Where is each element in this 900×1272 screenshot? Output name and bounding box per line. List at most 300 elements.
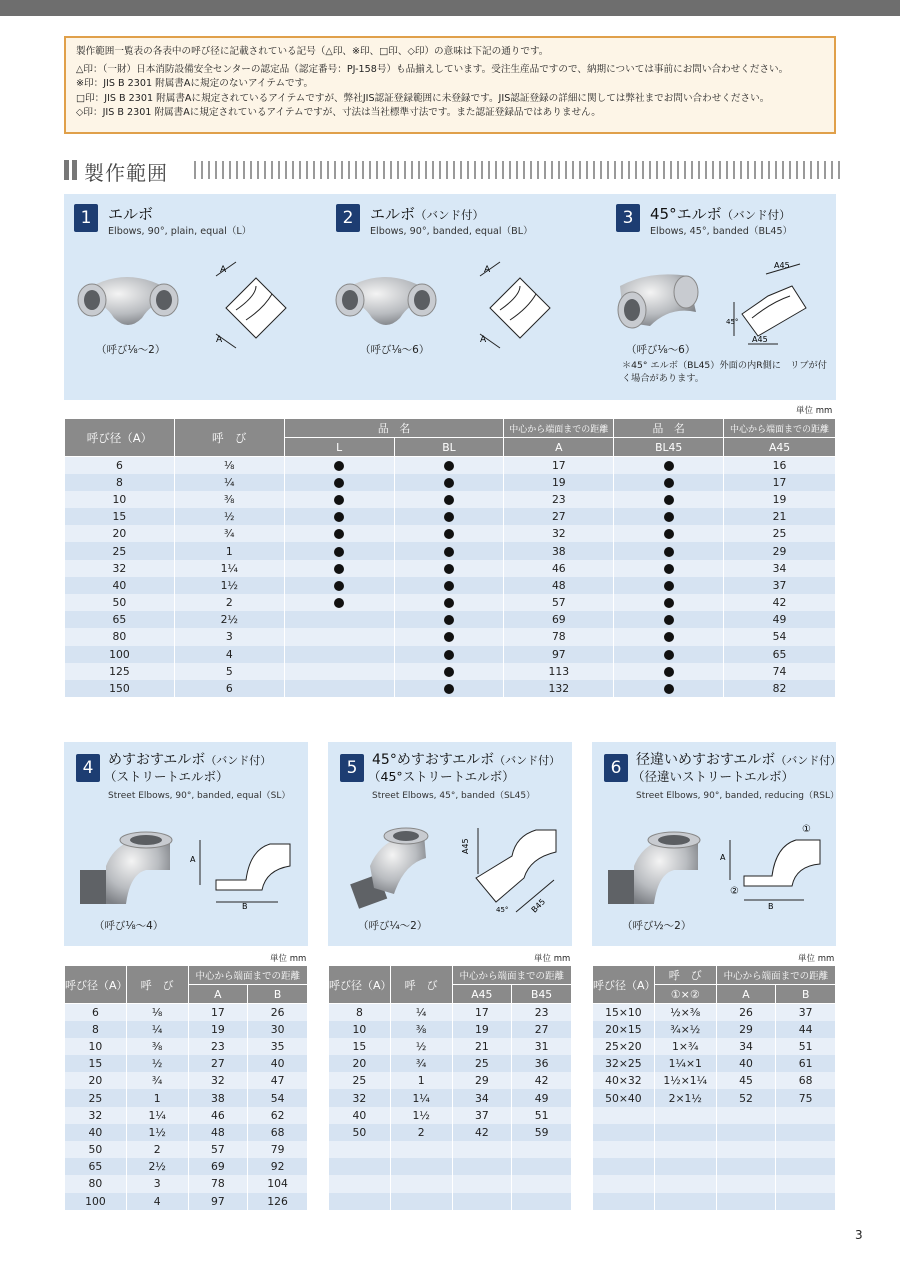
note-line: □印：JIS B 2301 附属書Aに規定されているアイテムですが、弊社JIS認証登録範囲に未登録です。JIS認証登録の詳細に関しては弊社までお問い合わせください。 <box>76 92 770 104</box>
availability-cell <box>284 542 394 559</box>
table-cell: 19 <box>188 1021 248 1038</box>
table-cell: 78 <box>188 1175 248 1192</box>
table-cell: 16 <box>724 457 836 474</box>
availability-cell <box>614 680 724 697</box>
header-nominal: 呼 び <box>126 966 188 1004</box>
table-cell: 49 <box>512 1089 572 1106</box>
street-elbow-45-drawing <box>456 822 568 916</box>
table-cell: 125 <box>65 663 175 680</box>
angle-label: 45° <box>726 318 739 326</box>
table-cell: 2×1½ <box>654 1089 716 1106</box>
table-row <box>65 560 836 577</box>
table-row <box>593 1175 836 1192</box>
table-cell: 61 <box>776 1055 836 1072</box>
table-cell: 42 <box>724 594 836 611</box>
table-cell: 25 <box>329 1072 391 1089</box>
table-row <box>65 1055 308 1072</box>
table-cell: 32 <box>504 525 614 542</box>
table-row <box>65 1004 308 1021</box>
table-cell: ¼ <box>390 1004 452 1021</box>
table-cell: 1¼ <box>174 560 284 577</box>
available-dot-icon <box>664 564 674 574</box>
table-cell: 1½ <box>390 1107 452 1124</box>
table-cell: ⅜ <box>390 1021 452 1038</box>
table-cell <box>593 1175 655 1192</box>
table-cell <box>776 1175 836 1192</box>
table-cell: 20 <box>65 1072 127 1089</box>
table-cell: 47 <box>248 1072 308 1089</box>
table-cell <box>390 1141 452 1158</box>
available-dot-icon <box>444 684 454 694</box>
table-cell: 57 <box>504 594 614 611</box>
angle-label: 45° <box>496 906 509 914</box>
table-cell: 8 <box>65 474 175 491</box>
product-name-suffix: （バンド付） <box>415 208 485 222</box>
availability-cell <box>284 491 394 508</box>
table-cell: 44 <box>776 1021 836 1038</box>
table-cell: 50×40 <box>593 1089 655 1106</box>
table-cell: 29 <box>724 542 836 559</box>
availability-cell <box>614 491 724 508</box>
header-dia: 呼び径（A） <box>593 966 655 1004</box>
table-cell: 6 <box>174 680 284 697</box>
available-dot-icon <box>444 547 454 557</box>
header-b45: B45 <box>512 985 572 1004</box>
note-line: 製作範囲一覧表の各表中の呼び径に記載されている記号（△印、※印、□印、◇印）の意味は下記の通りです。 <box>76 46 549 57</box>
table-cell: 15×10 <box>593 1004 655 1021</box>
table-cell <box>593 1124 655 1141</box>
table-cell: 50 <box>65 1141 127 1158</box>
product-number: 4 <box>76 754 100 782</box>
dim-b: B <box>768 902 774 911</box>
table-cell: 1 <box>174 542 284 559</box>
table-cell <box>593 1107 655 1124</box>
table-cell: ¾ <box>390 1055 452 1072</box>
table-cell: 27 <box>504 508 614 525</box>
available-dot-icon <box>664 632 674 642</box>
table-cell: 40 <box>329 1107 391 1124</box>
table-cell: 31 <box>512 1038 572 1055</box>
table-cell: 54 <box>248 1089 308 1106</box>
available-dot-icon <box>664 684 674 694</box>
available-dot-icon <box>664 461 674 471</box>
table-cell: 8 <box>65 1021 127 1038</box>
product-name <box>370 203 484 224</box>
table-cell: ¼ <box>126 1021 188 1038</box>
elbow-drawing <box>206 258 304 352</box>
table-cell: 49 <box>724 611 836 628</box>
product-english-name: Street Elbows, 90°, banded, reducing（RSL） <box>636 791 839 801</box>
table-cell: 126 <box>248 1193 308 1210</box>
availability-cell <box>394 491 504 508</box>
table-cell: 97 <box>504 646 614 663</box>
header-b: B <box>248 985 308 1004</box>
table-cell <box>329 1141 391 1158</box>
table-row <box>329 1038 572 1055</box>
table-cell: 40 <box>65 577 175 594</box>
table-row <box>593 1141 836 1158</box>
table-cell <box>329 1193 391 1210</box>
available-dot-icon <box>444 667 454 677</box>
table-cell: 19 <box>504 474 614 491</box>
table-cell: 68 <box>776 1072 836 1089</box>
available-dot-icon <box>444 615 454 625</box>
table-cell: 69 <box>504 611 614 628</box>
table-cell: 37 <box>452 1107 512 1124</box>
table-row <box>593 1004 836 1021</box>
table-cell <box>776 1124 836 1141</box>
table-cell: 65 <box>65 611 175 628</box>
section-title: 製作範囲 <box>84 161 168 185</box>
reducing-street-elbow-photo <box>604 830 704 910</box>
table-cell: 2 <box>390 1124 452 1141</box>
available-dot-icon <box>664 650 674 660</box>
table-cell: 17 <box>724 474 836 491</box>
product-size-range: （呼び¼～2） <box>358 920 428 932</box>
banded-elbow-photo <box>334 266 438 336</box>
table-row <box>593 1055 836 1072</box>
dim-a45: A45 <box>461 838 470 854</box>
header-l: L <box>284 438 394 457</box>
dim-a-top: A <box>484 265 491 275</box>
table-row <box>65 525 836 542</box>
table-cell: 17 <box>452 1004 512 1021</box>
product-name-main: 45°エルボ <box>650 205 722 223</box>
table-cell <box>654 1175 716 1192</box>
table-cell: 80 <box>65 628 175 645</box>
availability-cell <box>614 508 724 525</box>
product-size-range: （呼び⅛～2） <box>96 344 166 356</box>
available-dot-icon <box>444 478 454 488</box>
available-dot-icon <box>444 598 454 608</box>
header-nominal: 呼 び <box>654 966 716 985</box>
product-number: 2 <box>336 204 360 232</box>
table-cell: ½×⅜ <box>654 1004 716 1021</box>
table-cell: 51 <box>776 1038 836 1055</box>
dim-a: A <box>720 853 726 862</box>
section-header <box>64 157 840 183</box>
available-dot-icon <box>444 461 454 471</box>
available-dot-icon <box>334 564 344 574</box>
availability-cell <box>394 611 504 628</box>
table-cell: 38 <box>188 1089 248 1106</box>
table-cell <box>512 1193 572 1210</box>
unit-label: 単位 mm <box>270 954 307 964</box>
table-cell: ⅛ <box>174 457 284 474</box>
product-alt-name: （径違いストリートエルボ） <box>632 769 795 784</box>
table-cell: 32 <box>329 1089 391 1106</box>
table-cell: 69 <box>188 1158 248 1175</box>
table-cell: 1¼×1 <box>654 1055 716 1072</box>
table-cell <box>512 1158 572 1175</box>
product-name: エルボ <box>108 205 154 223</box>
note-line: △印：（一財）日本消防設備安全センターの認定品（認定番号：PJ-158号）も品揃えしています。受注生産品ですので、納期については事前にお問い合わせください。 <box>76 64 789 76</box>
table-cell: 20 <box>65 525 175 542</box>
unit-label: 単位 mm <box>534 954 571 964</box>
callout-1: ① <box>802 824 811 835</box>
table-cell: 26 <box>248 1004 308 1021</box>
availability-cell <box>394 646 504 663</box>
table-cell: ½ <box>126 1055 188 1072</box>
table-cell: 40 <box>65 1124 127 1141</box>
product-name-main: めすおすエルボ <box>108 752 206 768</box>
table-cell <box>776 1107 836 1124</box>
table-cell: 1×¾ <box>654 1038 716 1055</box>
table-cell: 21 <box>724 508 836 525</box>
header-distance: 中心から端面までの距離 <box>504 419 614 438</box>
table-row <box>65 1021 308 1038</box>
product-name-suffix: （バンド付） <box>205 754 272 767</box>
header-a: A <box>504 438 614 457</box>
table-cell: 10 <box>65 491 175 508</box>
product-english-name: Street Elbows, 90°, banded, equal（SL） <box>108 791 291 801</box>
table-cell: 40 <box>248 1055 308 1072</box>
table-cell: 36 <box>512 1055 572 1072</box>
table-cell: 46 <box>188 1107 248 1124</box>
table-row <box>65 1158 308 1175</box>
availability-cell <box>394 457 504 474</box>
table-cell: 32 <box>65 1107 127 1124</box>
table-row <box>329 1107 572 1124</box>
availability-cell <box>394 560 504 577</box>
available-dot-icon <box>334 547 344 557</box>
table-cell: 1½ <box>174 577 284 594</box>
street-elbow-table <box>64 965 308 1210</box>
product-name-main: 径違いめすおすエルボ <box>636 752 776 768</box>
available-dot-icon <box>334 478 344 488</box>
table-cell: 68 <box>248 1124 308 1141</box>
table-row <box>329 1175 572 1192</box>
banded-elbow-drawing <box>470 258 568 352</box>
availability-cell <box>614 542 724 559</box>
available-dot-icon <box>664 667 674 677</box>
table-cell: 48 <box>504 577 614 594</box>
table-cell: 27 <box>188 1055 248 1072</box>
table-cell: 6 <box>65 457 175 474</box>
table-cell <box>654 1158 716 1175</box>
table-cell <box>452 1175 512 1192</box>
availability-cell <box>614 525 724 542</box>
table-row <box>65 1193 308 1210</box>
table-cell <box>716 1158 776 1175</box>
table-cell: 34 <box>724 560 836 577</box>
product-english-name: Street Elbows, 45°, banded（SL45） <box>372 791 536 801</box>
header-dia: 呼び径（A） <box>329 966 391 1004</box>
table-cell: 26 <box>716 1004 776 1021</box>
table-cell: ¾ <box>126 1072 188 1089</box>
available-dot-icon <box>664 615 674 625</box>
table-cell: 40×32 <box>593 1072 655 1089</box>
product-name <box>650 203 791 224</box>
table-row <box>329 1055 572 1072</box>
table-row <box>593 1193 836 1210</box>
table-cell: 17 <box>504 457 614 474</box>
dim-a-bottom: A <box>480 335 487 345</box>
product-size-range: （呼び⅛～6） <box>626 344 696 356</box>
table-cell: 19 <box>452 1021 512 1038</box>
product-name-main: エルボ <box>370 205 416 223</box>
table-cell: ¾ <box>174 525 284 542</box>
table-row <box>65 1072 308 1089</box>
table-cell: 62 <box>248 1107 308 1124</box>
table-row <box>65 663 836 680</box>
street-elbow-45-photo <box>350 822 430 912</box>
availability-cell <box>284 680 394 697</box>
available-dot-icon <box>334 495 344 505</box>
table-cell: 25 <box>724 525 836 542</box>
table-row <box>65 491 836 508</box>
product-name <box>636 749 841 769</box>
table-row <box>65 1175 308 1192</box>
table-cell: 29 <box>452 1072 512 1089</box>
table-cell: 25 <box>65 1089 127 1106</box>
table-cell: 57 <box>188 1141 248 1158</box>
table-cell: 37 <box>776 1004 836 1021</box>
availability-cell <box>284 525 394 542</box>
table-cell: 100 <box>65 1193 127 1210</box>
table-cell: 32 <box>65 560 175 577</box>
availability-cell <box>284 594 394 611</box>
dim-a45-top: A45 <box>774 261 790 270</box>
available-dot-icon <box>444 512 454 522</box>
table-cell: 100 <box>65 646 175 663</box>
elbow-photo <box>76 266 180 336</box>
available-dot-icon <box>664 581 674 591</box>
availability-cell <box>284 577 394 594</box>
product-number: 6 <box>604 754 628 782</box>
table-cell <box>452 1193 512 1210</box>
table-row <box>65 474 836 491</box>
callout-2: ② <box>730 886 739 897</box>
header-a45: A45 <box>724 438 836 457</box>
top-bar <box>0 0 900 16</box>
availability-cell <box>614 560 724 577</box>
table-row <box>329 1124 572 1141</box>
table-cell: 51 <box>512 1107 572 1124</box>
available-dot-icon <box>334 581 344 591</box>
table-cell: 27 <box>512 1021 572 1038</box>
table-cell: 97 <box>188 1193 248 1210</box>
table-cell: ⅛ <box>126 1004 188 1021</box>
table-cell <box>716 1124 776 1141</box>
table-cell: 52 <box>716 1089 776 1106</box>
table-cell <box>716 1193 776 1210</box>
product-number: 5 <box>340 754 364 782</box>
street-elbow-drawing <box>186 830 298 910</box>
table-cell: 6 <box>65 1004 127 1021</box>
table-cell: 34 <box>716 1038 776 1055</box>
table-cell: 2½ <box>126 1158 188 1175</box>
available-dot-icon <box>664 512 674 522</box>
table-cell: 10 <box>329 1021 391 1038</box>
table-row <box>65 508 836 525</box>
available-dot-icon <box>444 495 454 505</box>
available-dot-icon <box>444 564 454 574</box>
table-cell: 2 <box>126 1141 188 1158</box>
table-cell: 23 <box>188 1038 248 1055</box>
table-cell: 37 <box>724 577 836 594</box>
table-cell: ½ <box>390 1038 452 1055</box>
table-row <box>329 1021 572 1038</box>
header-a: A <box>188 985 248 1004</box>
table-cell: 20×15 <box>593 1021 655 1038</box>
table-cell: 50 <box>65 594 175 611</box>
table-cell <box>452 1141 512 1158</box>
table-cell: 8 <box>329 1004 391 1021</box>
product-size-range: （呼び⅛～6） <box>360 344 430 356</box>
legend-note <box>64 36 836 134</box>
table-cell <box>512 1175 572 1192</box>
available-dot-icon <box>444 529 454 539</box>
table-cell: 1 <box>390 1072 452 1089</box>
table-cell: 132 <box>504 680 614 697</box>
availability-cell <box>394 508 504 525</box>
table-row <box>65 457 836 474</box>
available-dot-icon <box>664 529 674 539</box>
dim-a-bottom: A <box>216 335 223 345</box>
table-cell: 65 <box>65 1158 127 1175</box>
table-cell: ¾×½ <box>654 1021 716 1038</box>
table-row <box>593 1021 836 1038</box>
table-cell: 4 <box>126 1193 188 1210</box>
available-dot-icon <box>664 478 674 488</box>
available-dot-icon <box>664 598 674 608</box>
table-cell: 23 <box>512 1004 572 1021</box>
table-cell <box>329 1158 391 1175</box>
table-cell: 4 <box>174 646 284 663</box>
availability-cell <box>394 680 504 697</box>
availability-cell <box>614 663 724 680</box>
table-cell <box>654 1141 716 1158</box>
note-line: ◇印：JIS B 2301 附属書Aに規定されているアイテムですが、寸法は当社標準寸法です。また認証登録品ではありません。 <box>76 106 601 118</box>
table-row <box>65 646 836 663</box>
availability-cell <box>614 577 724 594</box>
availability-cell <box>394 628 504 645</box>
product-name-suffix: （バンド付） <box>494 754 561 767</box>
table-cell <box>776 1193 836 1210</box>
header-nominal: 呼 び <box>174 419 284 457</box>
availability-cell <box>614 646 724 663</box>
availability-cell <box>394 474 504 491</box>
page-number: 3 <box>855 1228 863 1242</box>
section-rule <box>194 161 840 179</box>
table-cell <box>593 1193 655 1210</box>
table-cell <box>512 1141 572 1158</box>
table-cell: 1¼ <box>390 1089 452 1106</box>
table-cell: 17 <box>188 1004 248 1021</box>
product-english-name: Elbows, 90°, plain, equal（L） <box>108 226 252 237</box>
table-cell: 2½ <box>174 611 284 628</box>
table-cell <box>390 1158 452 1175</box>
table-cell: 1½×1¼ <box>654 1072 716 1089</box>
table-row <box>65 680 836 697</box>
table-cell <box>716 1107 776 1124</box>
available-dot-icon <box>664 547 674 557</box>
dim-b45: B45 <box>529 897 548 915</box>
header-bl45: BL45 <box>614 438 724 457</box>
table-cell: 40 <box>716 1055 776 1072</box>
table-cell <box>776 1158 836 1175</box>
table-row <box>65 542 836 559</box>
table-cell: 34 <box>452 1089 512 1106</box>
reducing-street-elbow-table <box>592 965 836 1210</box>
product-number: 1 <box>74 204 98 232</box>
elbow-45-photo <box>610 266 700 336</box>
table-row <box>329 1004 572 1021</box>
availability-cell <box>394 663 504 680</box>
table-cell <box>654 1193 716 1210</box>
street-elbow-photo <box>76 830 176 910</box>
